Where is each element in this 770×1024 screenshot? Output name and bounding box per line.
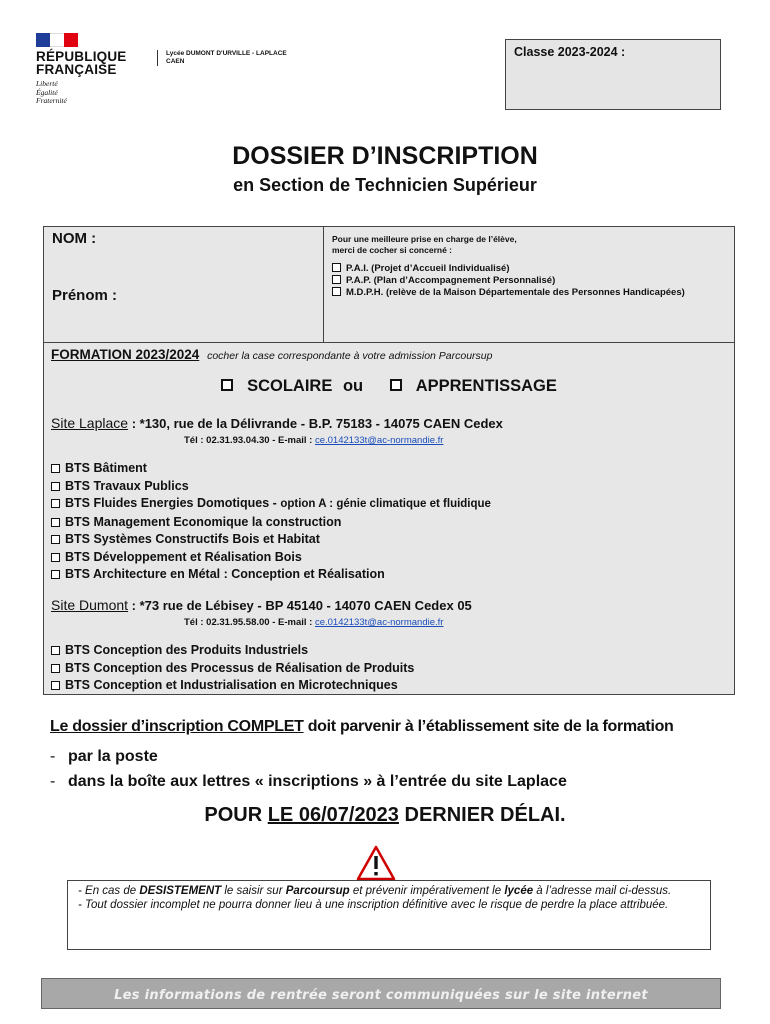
choice-scolaire[interactable]: SCOLAIRE — [221, 377, 332, 395]
checkbox-icon[interactable] — [51, 646, 60, 655]
site-dumont-address: Site Dumont : *73 rue de Lébisey - BP 45140 - 14070 CAEN Cedex 05 — [51, 597, 472, 613]
formation-note: cocher la case correspondante à votre admission Parcoursup — [207, 350, 493, 362]
checkbox-icon[interactable] — [51, 570, 60, 579]
checkbox-icon[interactable] — [51, 664, 60, 673]
republique-francaise-logo — [36, 33, 166, 106]
footer-banner: Les informations de rentrée seront communiquées sur le site internet — [41, 978, 721, 1009]
classe-field[interactable] — [505, 39, 721, 110]
checkbox-icon[interactable] — [51, 681, 60, 690]
identity-row — [44, 227, 734, 343]
care-cell — [324, 227, 734, 343]
checkbox-icon[interactable] — [51, 482, 60, 491]
checkbox-icon[interactable] — [332, 275, 341, 284]
checkbox-icon[interactable] — [51, 518, 60, 527]
identity-cell — [44, 227, 324, 343]
complete-file-instruction: Le dossier d’inscription COMPLET doit parvenir à l’établissement site de la formation — [50, 718, 674, 735]
checkbox-icon[interactable] — [51, 535, 60, 544]
warning-notice — [67, 880, 711, 950]
republic-name: RÉPUBLIQUE FRANÇAISE — [36, 49, 127, 77]
page-subtitle: en Section de Technicien Supérieur — [233, 175, 537, 195]
bts-option[interactable]: BTS Conception des Processus de Réalisation de Produits — [51, 660, 414, 678]
bts-option[interactable]: BTS Fluides Energies Domotiques - option A : génie climatique et fluidique — [51, 495, 491, 514]
care-option-pai[interactable]: P.A.I. (Projet d’Accueil Individualisé) — [332, 263, 726, 275]
care-option-mdph[interactable]: M.D.P.H. (relève de la Maison Départementale des Personnes Handicapées) — [332, 287, 726, 299]
checkbox-icon[interactable] — [51, 499, 60, 508]
formation-label: FORMATION 2023/2024 — [51, 347, 200, 362]
bts-option[interactable]: BTS Travaux Publics — [51, 478, 491, 496]
bts-option[interactable]: BTS Bâtiment — [51, 460, 491, 478]
choice-apprentissage[interactable]: APPRENTISSAGE — [390, 377, 557, 395]
submission-methods — [50, 744, 567, 794]
bts-option[interactable]: BTS Conception et Industrialisation en Microtechniques — [51, 677, 414, 695]
school-name: Lycée DUMONT D'URVILLE - LAPLACE CAEN — [157, 50, 357, 66]
bts-option[interactable]: BTS Développement et Réalisation Bois — [51, 549, 491, 567]
submission-method: - par la poste — [50, 748, 158, 765]
care-intro: Pour une meilleure prise en charge de l’élève, merci de cocher si concerné : — [332, 234, 517, 255]
checkbox-icon[interactable] — [51, 553, 60, 562]
care-option-pap[interactable]: P.A.P. (Plan d’Accompagnement Personnalisé) — [332, 275, 726, 287]
incomplete-file-notice: - Tout dossier incomplet ne pourra donner lieu à une inscription définitive avec le risque de perdre la place attribuée. — [78, 898, 669, 911]
bts-option[interactable]: BTS Architecture en Métal : Conception et Réalisation — [51, 566, 491, 584]
submission-method: - dans la boîte aux lettres « inscriptions » à l’entrée du site Laplace — [50, 773, 567, 790]
site-dumont-bts-list — [51, 642, 414, 695]
site-dumont-label: Site Dumont — [51, 597, 129, 613]
bts-option[interactable]: BTS Conception des Produits Industriels — [51, 642, 414, 660]
site-laplace-contact: Tél : 02.31.93.04.30 - E-mail : ce.0142133t@ac-normandie.fr — [184, 435, 444, 446]
checkbox-icon[interactable] — [332, 287, 341, 296]
formation-heading — [51, 347, 492, 362]
nom-field-label[interactable]: NOM : — [52, 230, 97, 247]
deadline: POUR LE 06/07/2023 DERNIER DÉLAI. — [204, 804, 566, 826]
site-laplace-label: Site Laplace — [51, 415, 129, 431]
bts-option[interactable]: BTS Management Economique la construction — [51, 514, 491, 532]
warning-icon — [356, 845, 396, 881]
checkbox-icon[interactable] — [332, 263, 341, 272]
checkbox-icon[interactable] — [221, 379, 233, 391]
site-laplace-address: Site Laplace : *130, rue de la Délivrande - B.P. 75183 - 14075 CAEN Cedex — [51, 415, 503, 431]
page-title: DOSSIER D’INSCRIPTION — [232, 142, 538, 170]
republic-motto: Liberté Égalité Fraternité — [36, 79, 67, 105]
choice-or: ou — [342, 377, 364, 395]
prenom-field-label[interactable]: Prénom : — [52, 287, 118, 304]
checkbox-icon[interactable] — [51, 464, 60, 473]
checkbox-icon[interactable] — [390, 379, 402, 391]
admission-type-choice — [44, 377, 734, 396]
registration-form — [43, 226, 735, 695]
site-dumont-email-link[interactable]: ce.0142133t@ac-normandie.fr — [314, 617, 444, 628]
site-laplace-email-link[interactable]: ce.0142133t@ac-normandie.fr — [314, 435, 444, 446]
classe-label: Classe 2023-2024 : — [514, 45, 626, 59]
site-dumont-contact: Tél : 02.31.95.58.00 - E-mail : ce.0142133t@ac-normandie.fr — [184, 617, 444, 628]
site-laplace-bts-list — [51, 460, 491, 584]
withdrawal-notice: - En cas de DESISTEMENT le saisir sur Parcoursup et prévenir impérativement le lycée à l’adresse mail ci-dessus. — [78, 885, 672, 897]
flag-icon — [36, 33, 78, 47]
bts-option[interactable]: BTS Systèmes Constructifs Bois et Habitat — [51, 531, 491, 549]
